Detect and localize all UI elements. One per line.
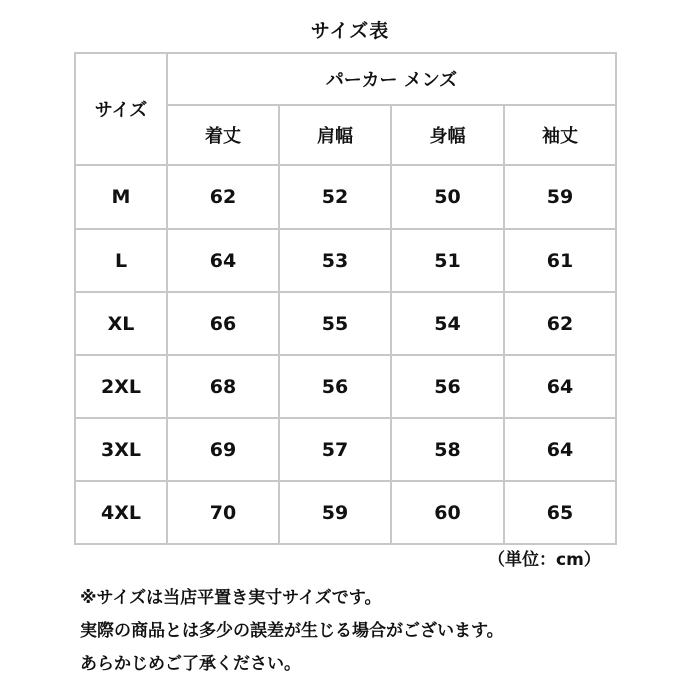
table-row [75, 292, 616, 355]
table-header-row [75, 53, 616, 105]
value-cell: 59 [279, 481, 391, 544]
size-cell: 3XL [75, 418, 167, 481]
size-cell: 4XL [75, 481, 167, 544]
table-row [75, 229, 616, 292]
table-row [75, 355, 616, 418]
value-cell: 50 [391, 165, 504, 229]
value-cell: 64 [504, 355, 616, 418]
size-cell: M [75, 165, 167, 229]
table-row [75, 481, 616, 544]
value-cell: 53 [279, 229, 391, 292]
column-header-shoulder: 肩幅 [279, 105, 391, 165]
value-cell: 70 [167, 481, 279, 544]
size-cell: 2XL [75, 355, 167, 418]
value-cell: 57 [279, 418, 391, 481]
column-header-chest: 身幅 [391, 105, 504, 165]
column-header-sleeve: 袖丈 [504, 105, 616, 165]
value-cell: 55 [279, 292, 391, 355]
value-cell: 69 [167, 418, 279, 481]
page-title: サイズ表 [310, 20, 390, 42]
value-cell: 56 [391, 355, 504, 418]
value-cell: 68 [167, 355, 279, 418]
unit-label: （単位：cm） [488, 550, 601, 570]
value-cell: 60 [391, 481, 504, 544]
value-cell: 62 [167, 165, 279, 229]
size-table [74, 52, 617, 545]
size-header: サイズ [75, 53, 167, 165]
notes [80, 582, 504, 681]
value-cell: 56 [279, 355, 391, 418]
value-cell: 64 [504, 418, 616, 481]
note-line: 実際の商品とは多少の誤差が生じる場合がございます。 [80, 621, 504, 641]
value-cell: 58 [391, 418, 504, 481]
value-cell: 61 [504, 229, 616, 292]
group-header: パーカー メンズ [167, 53, 616, 105]
value-cell: 59 [504, 165, 616, 229]
value-cell: 66 [167, 292, 279, 355]
value-cell: 52 [279, 165, 391, 229]
note-line: ※サイズは当店平置き実寸サイズです。 [80, 588, 382, 608]
value-cell: 51 [391, 229, 504, 292]
value-cell: 54 [391, 292, 504, 355]
table-row [75, 418, 616, 481]
table-row [75, 165, 616, 229]
value-cell: 64 [167, 229, 279, 292]
size-cell: XL [75, 292, 167, 355]
value-cell: 62 [504, 292, 616, 355]
column-header-length: 着丈 [167, 105, 279, 165]
size-cell: L [75, 229, 167, 292]
note-line: あらかじめご了承ください。 [80, 654, 301, 674]
value-cell: 65 [504, 481, 616, 544]
